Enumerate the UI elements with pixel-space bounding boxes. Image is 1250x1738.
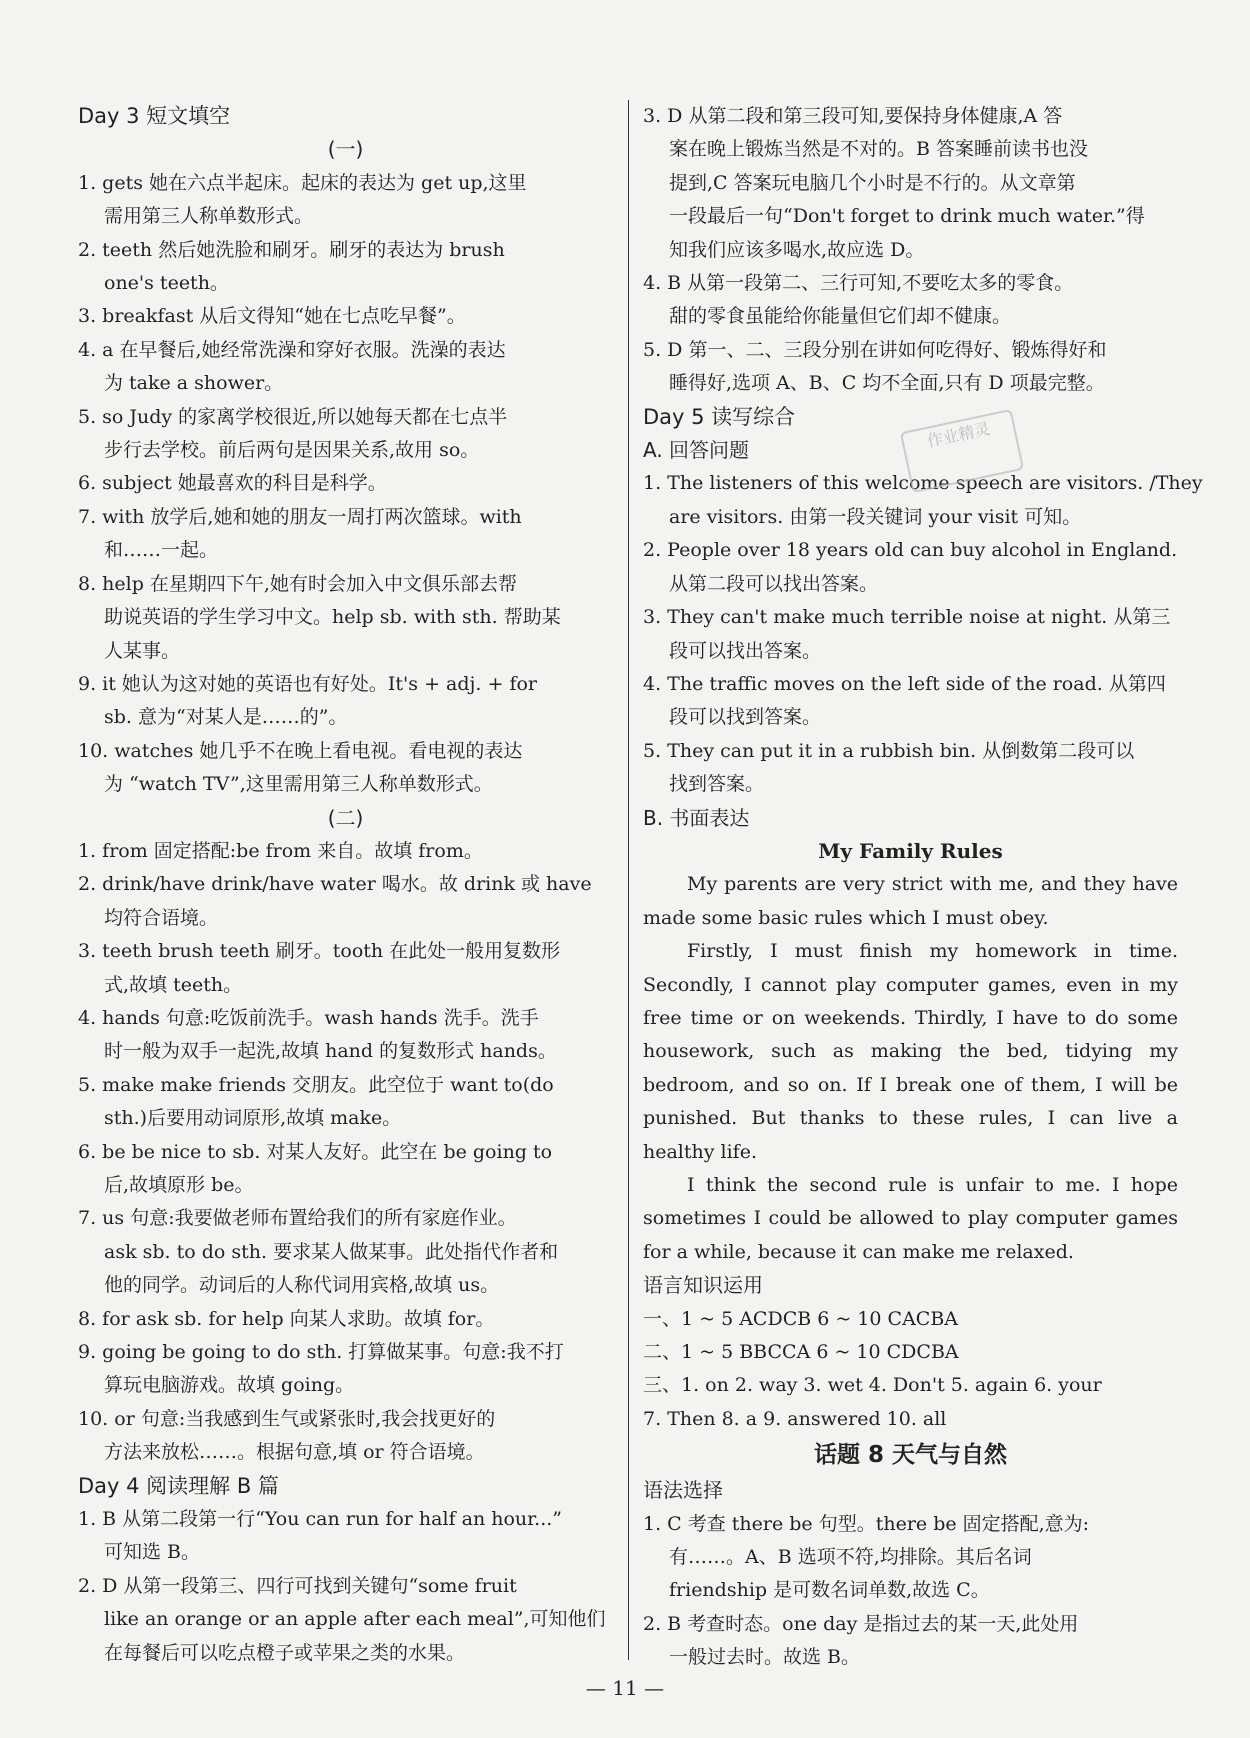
answer-line: 一、1 ~ 5 ACDCB 6 ~ 10 CACBA [643,1307,959,1330]
answer-line: 段可以找到答案。 [669,706,822,729]
answer-line: 知我们应该多喝水,故应选 D。 [669,238,925,261]
answer-line: 5. They can put it in a rubbish bin. 从倒数第二段可以 [643,739,1135,762]
answer-line: 4. B 从第一段第二、三行可知,不要吃太多的零食。 [643,272,1074,295]
answer-line: 一般过去时。故选 B。 [669,1646,861,1669]
answer-line: 助说英语的学生学习中文。help sb. with sth. 帮助某 [104,606,561,629]
answer-line: 找到答案。 [669,773,765,796]
answer-line: 9. it 她认为这对她的英语也有好处。It's + adj. + for [78,672,538,695]
answer-line: 方法来放松……。根据句意,填 or 符合语境。 [104,1441,485,1464]
left-column [78,100,613,1670]
section-a-answers [643,467,1203,801]
language-answers [643,1303,1178,1437]
answer-line: 可知选 B。 [104,1541,201,1564]
answer-line: 1. B 从第二段第一行“You can run for half an hour...” [78,1508,562,1531]
answer-line: 和……一起。 [104,539,219,562]
answer-line: 时一般为双手一起洗,故填 hand 的复数形式 hands。 [104,1040,557,1063]
day5-heading: Day 5 读写综合 [643,404,796,429]
essay-body [643,868,1178,1269]
language-heading: 语言知识运用 [643,1273,763,1298]
answer-line: 2. People over 18 years old can buy alcohol in England. [643,539,1178,562]
answer-line: 后,故填原形 be。 [104,1174,254,1196]
answer-line: 10. watches 她几乎不在晚上看电视。看电视的表达 [78,739,523,762]
answer-line: 甜的零食虽能给你能量但它们却不健康。 [669,305,1012,328]
answer-line: 7. us 句意:我要做老师布置给我们的所有家庭作业。 [78,1207,517,1230]
grammar-heading: 语法选择 [643,1478,723,1503]
answer-line: 2. D 从第一段第三、四行可找到关键句“some fruit [78,1574,517,1597]
part-two-heading: (二) [327,805,364,830]
answer-line: 人某事。 [104,639,181,662]
essay-title: My Family Rules [818,838,1003,863]
answer-line: 他的同学。动词后的人称代词用宾格,故填 us。 [104,1274,500,1297]
answer-line: 6. be be nice to sb. 对某人友好。此空在 be going to [78,1140,553,1163]
answer-line: 7. Then 8. a 9. answered 10. all [643,1407,947,1430]
answer-line: 案在晚上锻炼当然是不对的。B 答案睡前读书也没 [669,138,1089,161]
answer-line: 3. D 从第二段和第三段可知,要保持身体健康,A 答 [643,105,1063,127]
answer-line: 5. make make friends 交朋友。此空位于 want to(do [78,1073,554,1096]
answer-line: 2. B 考查时态。one day 是指过去的某一天,此处用 [643,1612,1079,1635]
answer-line: 8. for ask sb. for help 向某人求助。故填 for。 [78,1307,495,1330]
answer-line: 提到,C 答案玩电脑几个小时是不行的。从文章第 [669,171,1076,194]
topic-heading: 话题 8 天气与自然 [813,1442,1008,1469]
day4-heading: Day 4 阅读理解 B 篇 [78,1473,279,1498]
answer-line: 步行去学校。前后两句是因果关系,故用 so。 [104,439,480,462]
answer-line: 均符合语境。 [104,906,219,929]
answer-line: friendship 是可数名词单数,故选 C。 [669,1579,990,1602]
grammar-answers [643,1508,1178,1675]
answer-line: 4. The traffic moves on the left side of the road. 从第四 [643,672,1166,695]
answer-line: sth.)后要用动词原形,故填 make。 [104,1107,402,1130]
answer-line: 3. They can't make much terrible noise at night. 从第三 [643,606,1171,629]
part-one-heading: (一) [327,137,364,162]
answer-line: like an orange or an apple after each meal”,可知他们 [104,1608,606,1631]
answer-line: 8. help 在星期四下午,她有时会加入中文俱乐部去帮 [78,572,517,595]
right-column [643,100,1203,1675]
answer-line: 2. drink/have drink/have water 喝水。故 drink 或 have [78,873,592,896]
essay-paragraph: My parents are very strict with me, and they have made some basic rules which I must obey. [643,873,1178,929]
answer-line: 5. so Judy 的家离学校很近,所以她每天都在七点半 [78,405,508,428]
answer-line: 需用第三人称单数形式。 [104,205,314,228]
answer-line: 在每餐后可以吃点橙子或苹果之类的水果。 [104,1641,466,1664]
answer-line: 7. with 放学后,她和她的朋友一周打两次篮球。with [78,505,522,528]
section-a-heading: A. 回答问题 [643,438,750,463]
answer-line: sb. 意为“对某人是……的”。 [104,706,348,729]
answer-line: 1. C 考查 there be 句型。there be 固定搭配,意为: [643,1512,1090,1535]
answer-line: 1. from 固定搭配:be from 来自。故填 from。 [78,839,483,862]
answer-line: 二、1 ~ 5 BBCCA 6 ~ 10 CDCBA [643,1341,959,1364]
answer-line: 为 “watch TV”,这里需用第三人称单数形式。 [104,773,493,796]
day3-part1-answers [78,167,613,802]
answer-line: 10. or 句意:当我感到生气或紧张时,我会找更好的 [78,1407,496,1430]
answer-line: 5. D 第一、二、三段分别在讲如何吃得好、锻炼得好和 [643,338,1107,361]
answer-line: 睡得好,选项 A、B、C 均不全面,只有 D 项最完整。 [669,372,1105,395]
day4-answers-continued [643,100,1178,401]
answer-line: 3. teeth brush teeth 刷牙。tooth 在此处一般用复数形 [78,940,561,963]
answer-line: one's teeth。 [104,272,229,295]
answer-line: are visitors. 由第一段关键词 your visit 可知。 [669,505,1082,528]
answer-line: ask sb. to do sth. 要求某人做某事。此处指代作者和 [104,1240,559,1263]
answer-line: 4. hands 句意:吃饭前洗手。wash hands 洗手。洗手 [78,1006,539,1029]
answer-line: 1. The listeners of this welcome speech are visitors. /They [643,472,1203,495]
answer-line: 从第二段可以找出答案。 [669,572,879,595]
answer-line: 6. subject 她最喜欢的科目是科学。 [78,472,387,495]
essay-paragraph: Firstly, I must finish my homework in time. Secondly, I cannot play computer games, even in my free time or on weekends. Thirdly, I have to do some housework, such as making the bed, tidying my bedroom, and so on. If I break one of them, I will be punished. But thanks to these rules, I can live a healthy life. [643,940,1178,1163]
answer-line: 一段最后一句“Don't forget to drink much water.”得 [669,205,1145,228]
answer-line: 2. teeth 然后她洗脸和刷牙。刷牙的表达为 brush [78,238,505,261]
section-b-heading: B. 书面表达 [643,805,750,830]
page-number: — 11 — [585,1676,665,1700]
answer-line: 为 take a shower。 [104,372,284,395]
answer-line: 式,故填 teeth。 [104,973,243,996]
answer-line: 段可以找出答案。 [669,639,822,662]
watermark-stamp: 作业精灵 [900,409,1024,493]
day3-heading: Day 3 短文填空 [78,104,231,128]
day4-answers [78,1503,613,1670]
answer-line: 4. a 在早餐后,她经常洗澡和穿好衣服。洗澡的表达 [78,338,506,361]
answer-line: 有……。A、B 选项不符,均排除。其后名词 [669,1546,1032,1569]
answer-line: 算玩电脑游戏。故填 going。 [104,1374,355,1397]
day3-part2-answers [78,835,613,1470]
answer-line: 1. gets 她在六点半起床。起床的表达为 get up,这里 [78,171,527,194]
column-divider [628,100,629,1660]
answer-line: 三、1. on 2. way 3. wet 4. Don't 5. again 6. your [643,1374,1102,1397]
answer-line: 9. going be going to do sth. 打算做某事。句意:我不打 [78,1341,564,1364]
answer-line: 3. breakfast 从后文得知“她在七点吃早餐”。 [78,305,466,328]
essay-paragraph: I think the second rule is unfair to me. I hope sometimes I could be allowed to play computer games for a while, because it can make me relaxed. [643,1174,1178,1263]
